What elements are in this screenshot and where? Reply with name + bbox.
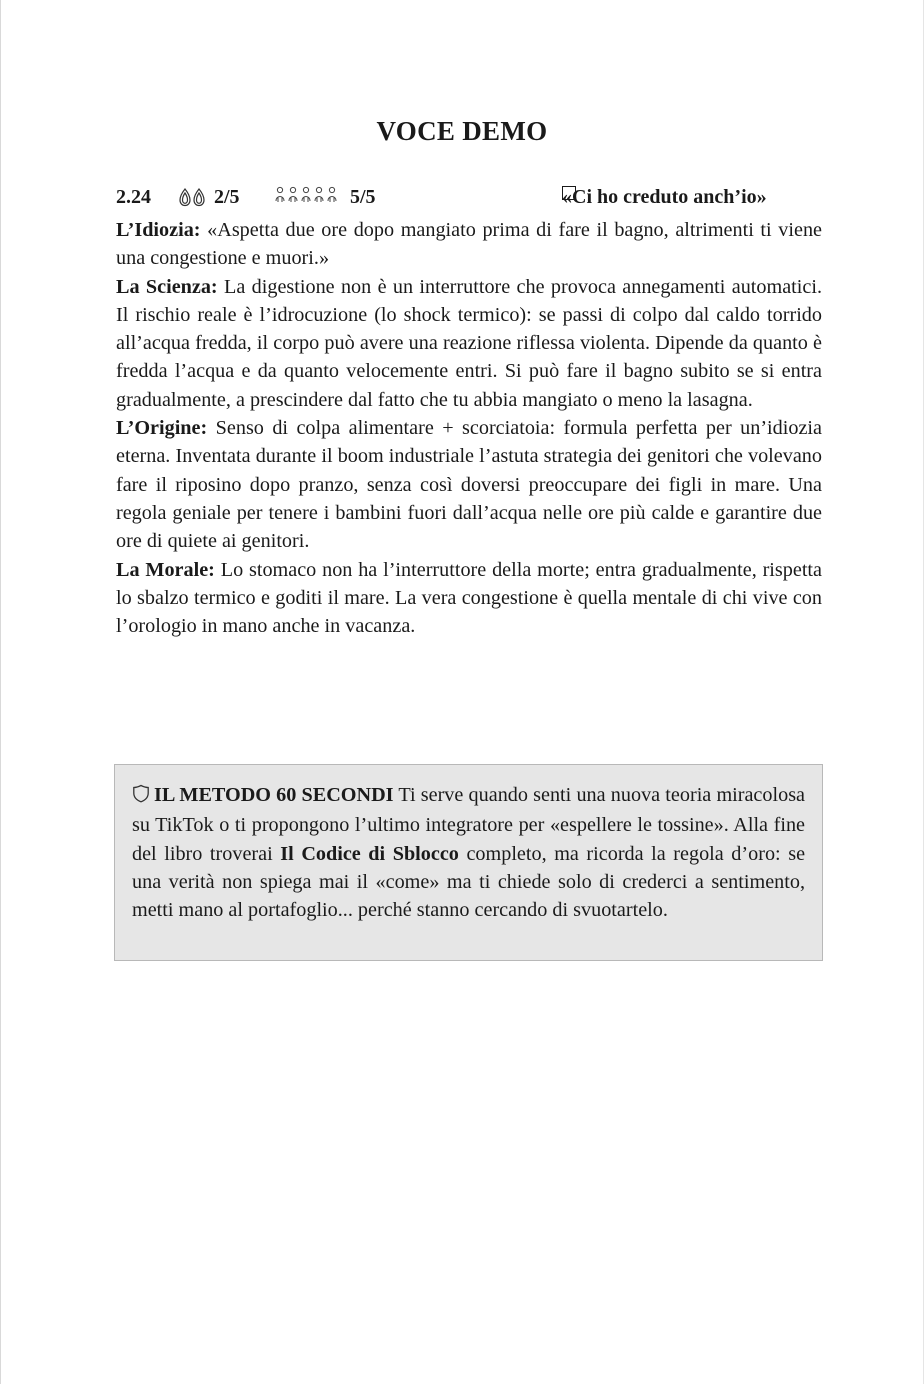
- section-text: Senso di colpa alimentare + scorciatoia: formula perfetta per un’idiozia eterna. Inventata durante il boom industriale l’astuta strategia dei genitori che volevano fare il riposino dopo pranzo, senza così doversi preoccupare dei figli in mare. Una regola geniale per tenere i bambini fuori dall’acqua nelle ore più calde e garantire due ore di quiete ai genitori.: [116, 417, 822, 553]
- page-title: VOCE DEMO: [376, 116, 548, 146]
- entry-code: 2.24: [116, 186, 151, 208]
- section-label: La Morale:: [116, 558, 215, 581]
- belief-label: «Ci ho creduto anch’io»: [562, 186, 767, 208]
- section-text: La digestione non è un interruttore che provoca annegamenti automatici. Il rischio reale è l’idrocuzione (lo shock termico): se passi di colpo dal caldo torrido all’acqua fredda, il corpo può avere una reazione riflessa violenta. Dipende da quanto è fredda l’acqua e da quanto velocemente entri. Si può fare il bagno subito se si entra gradualmente, a prescindere dal fatto che tu abbia mangiato o meno la lasagna.: [116, 275, 822, 411]
- section-text: Lo stomaco non ha l’interruttore della morte; entra gradualmente, rispetta lo sbalzo termico e goditi il mare. La vera congestione è quella mentale di chi vive con l’orologio in mano anche in vacanza.: [116, 558, 822, 638]
- score-one: 2/5: [214, 186, 240, 208]
- score-two: 5/5: [350, 186, 376, 208]
- page-left-edge: [0, 0, 1, 1384]
- section-label: L’Idiozia:: [116, 219, 201, 241]
- callout-paragraph: [132, 781, 805, 924]
- section-moral: [116, 556, 822, 641]
- entry-body: [116, 216, 822, 640]
- callout-heading: IL METODO 60 SECONDI: [154, 784, 394, 806]
- callout-text-before: Ti serve quando senti una nuova teoria miracolosa su TikTok o ti propongono l’ultimo integratore per «espellere le tossine». Alla fine del libro troverai: [132, 784, 806, 865]
- people-icon: [274, 186, 340, 210]
- section-text: «Aspetta due ore dopo mangiato prima di fare il bagno, altrimenti ti viene una congestione e muori.»: [116, 219, 822, 270]
- shield-icon: [132, 783, 150, 811]
- section-science: [116, 273, 822, 414]
- drops-icon: [178, 187, 206, 213]
- entry-meta-row: [116, 186, 822, 214]
- method-callout-box: [114, 764, 823, 961]
- callout-bold-phrase: Il Codice di Sblocco: [280, 842, 459, 865]
- section-origin: [116, 414, 822, 555]
- section-label: La Scienza:: [116, 275, 218, 298]
- section-idiocy: [116, 216, 822, 273]
- section-label: L’Origine:: [116, 417, 208, 440]
- callout-text-after: completo, ma ricorda la regola d’oro: se una verità non spiega mai il «come» ma ti chiede solo di crederci a sentimento, metti mano al portafoglio... perché stanno cercando di svuotartelo.: [132, 842, 806, 922]
